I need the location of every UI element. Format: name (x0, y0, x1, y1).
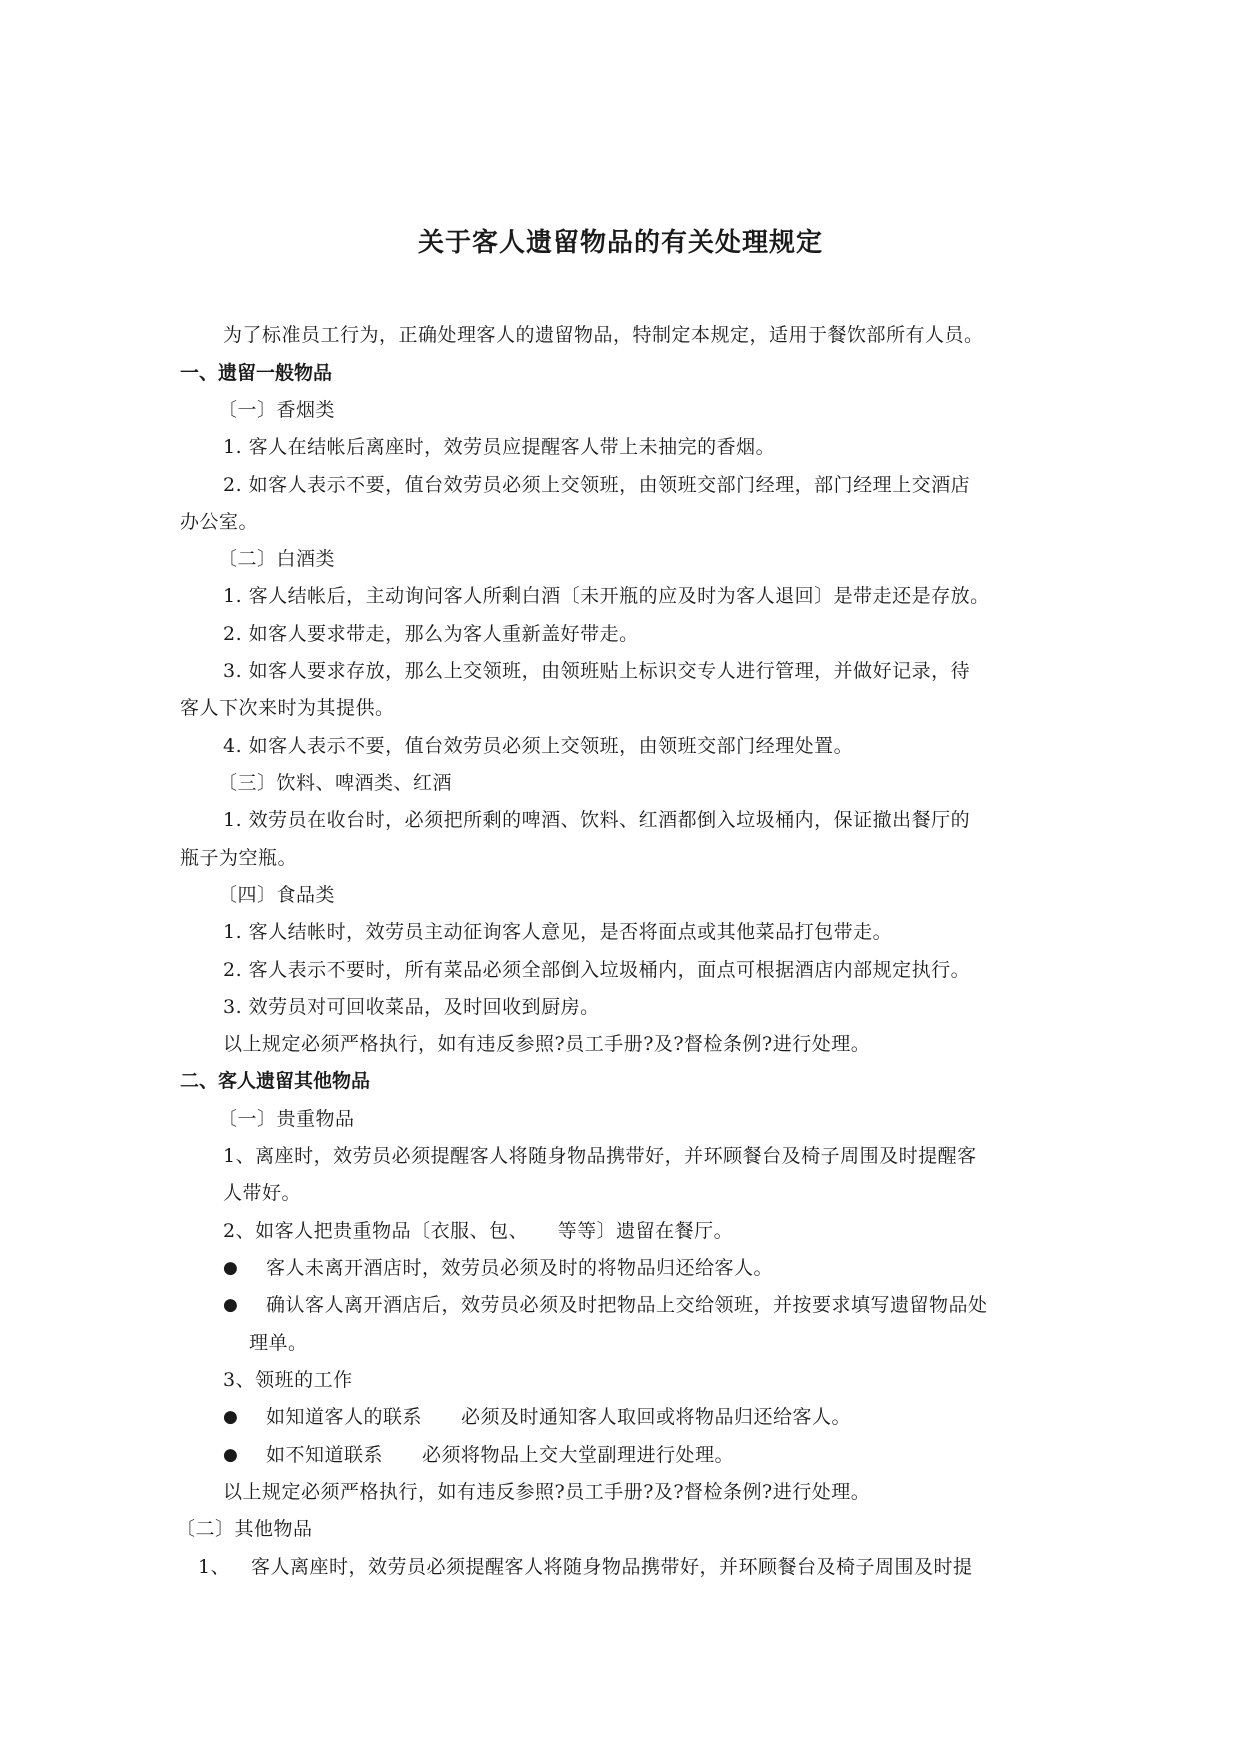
sec1-sub-food: 〔四〕食品类 (218, 884, 336, 906)
sec1-item: 4. 如客人表示不要，值台效劳员必须上交领班，由领班交部门经理处置。 (223, 735, 854, 757)
bullet-icon: ● (223, 1445, 238, 1465)
section-2-heading: 二、客人遗留其他物品 (180, 1070, 371, 1092)
sec2-item: 客人离座时，效劳员必须提醒客人将随身物品携带好，并环顾餐台及椅子周围及时提 (251, 1556, 973, 1578)
sec2-sub-other: 〔二〕其他物品 (176, 1518, 313, 1540)
bullet-icon: ● (223, 1407, 238, 1427)
sec1-item: 2. 如客人表示不要，值台效劳员必须上交领班，由领班交部门经理，部门经理上交酒店 (223, 474, 971, 496)
sec1-item-cont: 瓶子为空瓶。 (180, 847, 298, 869)
intro-text: 为了标准员工行为，正确处理客人的遗留物品，特制定本规定，适用于餐饮部所有人员。 (223, 324, 984, 346)
sec2-item: 1、离座时，效劳员必须提醒客人将随身物品携带好，并环顾餐台及椅子周围及时提醒客 (223, 1145, 977, 1167)
sec1-item: 3. 如客人要求存放，那么上交领班，由领班贴上标识交专人进行管理，并做好记录，待 (223, 660, 971, 682)
sec2-bullet-cont: 理单。 (249, 1332, 308, 1354)
sec1-item: 1. 客人结帐时，效劳员主动征询客人意见，是否将面点或其他菜品打包带走。 (223, 921, 893, 943)
sec1-sub-liquor: 〔二〕白酒类 (218, 548, 336, 570)
sec1-note: 以上规定必须严格执行，如有违反参照?员工手册?及?督检条例?进行处理。 (223, 1033, 871, 1055)
sec1-item: 2. 客人表示不要时，所有菜品必须全部倒入垃圾桶内，面点可根据酒店内部规定执行。 (223, 959, 971, 981)
page-title: 关于客人遗留物品的有关处理规定 (417, 228, 823, 258)
sec2-item-number: 1、 (198, 1556, 231, 1578)
sec1-item: 1. 客人在结帐后离座时，效劳员应提醒客人带上未抽完的香烟。 (223, 436, 776, 458)
sec1-item: 1. 效劳员在收台时，必须把所剩的啤酒、饮料、红酒都倒入垃圾桶内，保证撤出餐厅的 (223, 809, 971, 831)
sec2-bullet-text: 如知道客人的联系 必须及时通知客人取回或将物品归还给客人。 (266, 1406, 852, 1428)
sec1-item: 1. 客人结帐后，主动询问客人所剩白酒〔未开瓶的应及时为客人退回〕是带走还是存放。 (223, 585, 990, 607)
sec2-bullet-text: 客人未离开酒店时，效劳员必须及时的将物品归还给客人。 (266, 1257, 774, 1279)
sec1-sub-drinks: 〔三〕饮料、啤酒类、红酒 (218, 772, 453, 794)
bullet-icon: ● (223, 1295, 238, 1315)
sec2-sub-valuables: 〔一〕贵重物品 (218, 1108, 355, 1130)
sec2-note: 以上规定必须严格执行，如有违反参照?员工手册?及?督检条例?进行处理。 (223, 1481, 871, 1503)
sec1-item: 2. 如客人要求带走，那么为客人重新盖好带走。 (223, 623, 639, 645)
sec2-item-cont: 人带好。 (223, 1182, 302, 1204)
sec2-bullet-text: 确认客人离开酒店后，效劳员必须及时把物品上交给领班，并按要求填写遗留物品处 (266, 1294, 988, 1316)
sec2-item: 3、领班的工作 (223, 1369, 353, 1391)
sec2-item: 2、如客人把贵重物品〔衣服、包、 等等〕遗留在餐厅。 (223, 1220, 734, 1242)
bullet-icon: ● (223, 1258, 238, 1278)
sec1-item-cont: 办公室。 (180, 511, 259, 533)
sec1-item-cont: 客人下次来时为其提供。 (180, 697, 395, 719)
sec1-sub-cigarettes: 〔一〕香烟类 (218, 399, 336, 421)
sec2-bullet-text: 如不知道联系 必须将物品上交大堂副理进行处理。 (266, 1444, 735, 1466)
sec1-item: 3. 效劳员对可回收菜品，及时回收到厨房。 (223, 996, 600, 1018)
section-1-heading: 一、遗留一般物品 (180, 362, 333, 384)
